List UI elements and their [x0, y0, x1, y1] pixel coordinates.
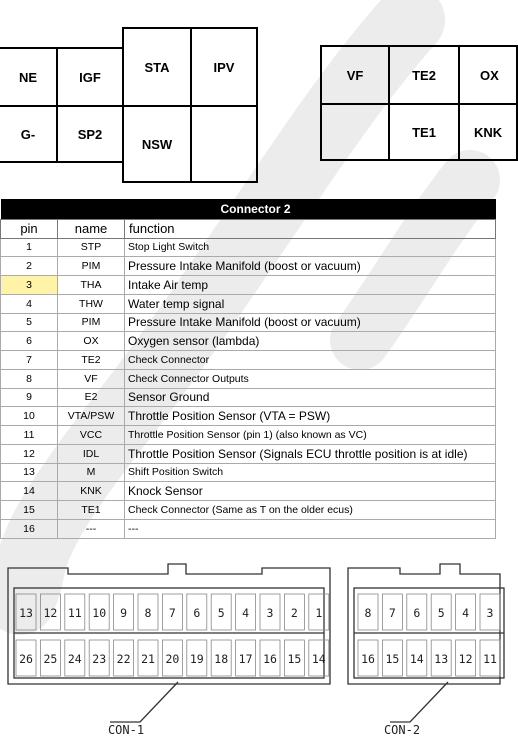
con2-leader: [390, 682, 448, 722]
con1-leader: [110, 682, 178, 722]
pin-cell-vf: VF: [320, 45, 390, 105]
pin-number: 2: [1, 257, 58, 276]
pin-cell-sp2: SP2: [56, 105, 124, 163]
pin-cell-nsw: NSW: [122, 105, 192, 183]
con1-bottom-pin-label: 23: [92, 652, 107, 666]
pin-number: 3: [1, 276, 58, 295]
pin-cell-ox: OX: [458, 45, 518, 105]
pin-number: 7: [1, 351, 58, 370]
pin-function: Pressure Intake Manifold (boost or vacuum): [125, 313, 496, 332]
con1-top-pin-label: 12: [43, 606, 58, 620]
pin-number: 6: [1, 332, 58, 351]
con1-bottom-pin-label: 24: [67, 652, 82, 666]
pin-function: Throttle Position Sensor (VTA = PSW): [125, 407, 496, 426]
pin-function: Sensor Ground: [125, 388, 496, 407]
con1-top-pin-label: 3: [266, 606, 274, 620]
con1-bottom-pin-label: 20: [165, 652, 180, 666]
table-row: [1, 313, 496, 332]
pin-cell-ipv: IPV: [190, 27, 258, 107]
con1-top-pin-label: 4: [242, 606, 250, 620]
table-row: [1, 369, 496, 388]
pin-function: Check Connector Outputs: [125, 369, 496, 388]
con1-top-pin-label: 10: [92, 606, 107, 620]
pin-name: THW: [58, 294, 125, 313]
con1-top-pin-label: 8: [144, 606, 152, 620]
con2-top-pin-label: 3: [486, 606, 494, 620]
pin-name: OX: [58, 332, 125, 351]
header-pin: pin: [1, 219, 58, 238]
header-function: function: [125, 219, 496, 238]
pin-cell-empty: [190, 105, 258, 183]
con1-top-pin-label: 13: [19, 606, 33, 620]
con1-top-pin-label: 1: [315, 606, 323, 620]
pin-number: 15: [1, 501, 58, 520]
con1-bottom-pin-label: 26: [19, 652, 33, 666]
pin-name: KNK: [58, 482, 125, 501]
pin-cell-te1: TE1: [388, 103, 460, 161]
con1-bottom-pin-label: 17: [238, 652, 253, 666]
con2-top-pin-label: 5: [437, 606, 445, 620]
pin-name: ---: [58, 519, 125, 538]
table-row: [1, 238, 496, 257]
pin-function: Pressure Intake Manifold (boost or vacuum): [125, 257, 496, 276]
pin-function-table: [0, 199, 495, 539]
pin-number: 12: [1, 444, 58, 463]
pin-name: STP: [58, 238, 125, 257]
pin-function: Throttle Position Sensor (Signals ECU throttle position is at idle): [125, 444, 496, 463]
pin-cell-sta: STA: [122, 27, 192, 107]
table-row: [1, 407, 496, 426]
pin-cell-knk: KNK: [458, 103, 518, 161]
pin-number: 4: [1, 294, 58, 313]
pin-name: IDL: [58, 444, 125, 463]
pin-name: PIM: [58, 313, 125, 332]
con2-bottom-pin-label: 14: [409, 652, 424, 666]
con2-bottom-pin-label: 11: [483, 652, 497, 666]
pin-cell-ne: NE: [0, 47, 58, 107]
pin-number: 1: [1, 238, 58, 257]
connector1-pin-grid: [0, 27, 260, 183]
con2-top-pin-label: 7: [388, 606, 396, 620]
con1-bottom-pin-label: 19: [189, 652, 204, 666]
connector2-pin-grid: [320, 45, 503, 165]
con1-bottom-pin-label: 18: [214, 652, 229, 666]
con1-top-pin-label: 2: [290, 606, 298, 620]
table-row: [1, 276, 496, 295]
table-row: [1, 294, 496, 313]
pin-cell-te2: TE2: [388, 45, 460, 105]
con1-top-pin-label: 7: [168, 606, 176, 620]
pin-name: TE1: [58, 501, 125, 520]
pin-function: Throttle Position Sensor (pin 1) (also known as VC): [125, 426, 496, 445]
table-caption: Connector 2: [125, 199, 496, 219]
pin-cell-g-minus: G-: [0, 105, 58, 163]
pin-function: Check Connector (Same as T on the older ecus): [125, 501, 496, 520]
con2-top-pin-label: 8: [364, 606, 372, 620]
table-row: [1, 519, 496, 538]
pin-number: 9: [1, 388, 58, 407]
ecu-connector-drawing: [0, 560, 495, 750]
con1-housing: [8, 564, 330, 684]
con1-bottom-pin-label: 16: [263, 652, 277, 666]
pin-name: VCC: [58, 426, 125, 445]
pin-name: E2: [58, 388, 125, 407]
pin-number: 10: [1, 407, 58, 426]
con1-bottom-pin-label: 15: [287, 652, 302, 666]
con2-label: CON-2: [383, 723, 421, 737]
table-row: [1, 257, 496, 276]
pin-number: 5: [1, 313, 58, 332]
pin-function: Oxygen sensor (lambda): [125, 332, 496, 351]
con1-top-pin-label: 9: [120, 606, 128, 620]
pin-function: Intake Air temp: [125, 276, 496, 295]
con1-top-pin-label: 5: [217, 606, 225, 620]
con1-bottom-pin-label: 21: [141, 652, 155, 666]
pin-function: Knock Sensor: [125, 482, 496, 501]
pin-name: TE2: [58, 351, 125, 370]
con2-bottom-pin-label: 13: [434, 652, 449, 666]
pin-cell-empty-2: [320, 103, 390, 161]
pin-number: 11: [1, 426, 58, 445]
pin-number: 16: [1, 519, 58, 538]
table-row: [1, 501, 496, 520]
con2-housing: [348, 564, 500, 684]
con1-label: CON-1: [107, 723, 145, 737]
table-row: [1, 332, 496, 351]
header-name: name: [58, 219, 125, 238]
con2-bottom-pin-label: 15: [385, 652, 400, 666]
table-row: [1, 444, 496, 463]
pin-name: M: [58, 463, 125, 482]
table-row: [1, 426, 496, 445]
pin-function: ---: [125, 519, 496, 538]
pin-function: Shift Position Switch: [125, 463, 496, 482]
pin-function: Check Connector: [125, 351, 496, 370]
con1-top-pin-label: 6: [193, 606, 201, 620]
pin-name: THA: [58, 276, 125, 295]
pin-name: PIM: [58, 257, 125, 276]
pin-number: 14: [1, 482, 58, 501]
con1-top-pin-label: 11: [67, 606, 82, 620]
pin-name: VF: [58, 369, 125, 388]
con1-bottom-pin-label: 14: [311, 652, 326, 666]
con1-bottom-pin-label: 22: [116, 652, 131, 666]
pin-number: 8: [1, 369, 58, 388]
table-row: [1, 351, 496, 370]
con2-bottom-pin-label: 12: [458, 652, 473, 666]
pin-function: Stop Light Switch: [125, 238, 496, 257]
pin-function: Water temp signal: [125, 294, 496, 313]
table-row: [1, 463, 496, 482]
pin-cell-igf: IGF: [56, 47, 124, 107]
con1-bottom-pin-label: 25: [43, 652, 58, 666]
con2-top-pin-label: 6: [413, 606, 421, 620]
table-row: [1, 388, 496, 407]
pin-number: 13: [1, 463, 58, 482]
table-row: [1, 482, 496, 501]
con2-top-pin-label: 4: [462, 606, 470, 620]
pin-name: VTA/PSW: [58, 407, 125, 426]
con2-bottom-pin-label: 16: [361, 652, 375, 666]
